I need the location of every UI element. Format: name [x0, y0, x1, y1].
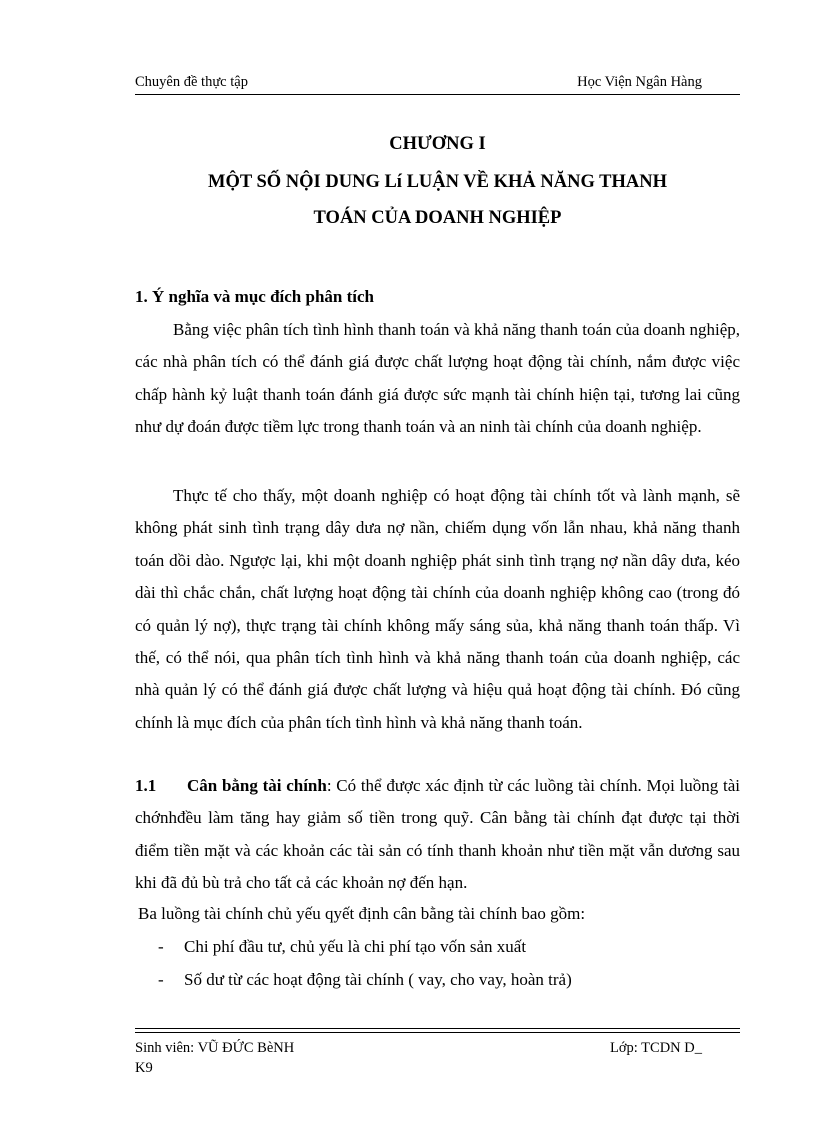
bullet-dash: -: [158, 970, 164, 989]
footer-rule-top: [135, 1028, 740, 1029]
chapter-title-line-1: MỘT SỐ NỘI DUNG Lí LUẬN VỀ KHẢ NĂNG THANH: [208, 172, 667, 192]
footer-student: Sinh viên: VŨ ĐỨC BèNH: [135, 1040, 295, 1056]
header-rule: [135, 94, 740, 95]
subsection-text: : Có thể được xác định từ các luồng tài chính. Mọi luồng tài chớnhđều làm tăng hay giảm số tiền trong quỹ. Cân bằng tài chính đạt được tại thời điểm tiền mặt và các khoản các tài sản có tính thanh khoản như tiền mặt vẫn dương sau khi đã đủ bù trả cho tất cả các khoản nợ đến hạn.: [135, 776, 740, 893]
paragraph-1: Bằng việc phân tích tình hình thanh toán và khả năng thanh toán của doanh nghiệp, các nhà phân tích có thể đánh giá được chất lượng hoạt động tài chính, nắm được việc chấp hành kỷ luật thanh toán đánh giá được sức mạnh tài chính hiện tại, tương lai cũng như dự đoán được tiềm lực trong thanh toán và an ninh tài chính của doanh nghiệp.: [135, 320, 740, 437]
subsection-number: 1.1: [135, 776, 157, 795]
subsection-term: Cân bằng tài chính: [187, 776, 327, 795]
chapter-title-line-2: TOÁN CỦA DOANH NGHIỆP: [313, 208, 562, 228]
footer-class: Lớp: TCDN D_: [610, 1040, 702, 1056]
paragraph-2: Thực tế cho thấy, một doanh nghiệp có hoạt động tài chính tốt và lành mạnh, sẽ không phát sinh tình trạng dây dưa nợ nần, chiếm dụng vốn lẫn nhau, khả năng thanh toán dồi dào. Ngược lại, khi một doanh nghiệp phát sinh tình trạng nợ nần dây dưa, kéo dài thì chắc chắn, chất lượng hoạt động tài chính của doanh nghiệp không cao (trong đó có quản lý nợ), thực trạng tài chính không mấy sáng sủa, khả năng thanh toán thấp. Vì thế, có thể nói, qua phân tích tình hình và khả năng thanh toán của doanh nghiệp, các nhà quản lý có thể đánh giá được chất lượng và hiệu quả hoạt động tài chính. Đó cũng chính là mục đích của phân tích tình hình và khả năng thanh toán.: [135, 486, 740, 732]
footer-class-wrap: K9: [135, 1060, 153, 1076]
flows-intro: Ba luồng tài chính chủ yếu qyết định cân bằng tài chính bao gồm:: [138, 904, 586, 923]
section-heading: 1. Ý nghĩa và mục đích phân tích: [135, 287, 374, 306]
bullet-text: Số dư từ các hoạt động tài chính ( vay, cho vay, hoàn trả): [184, 970, 572, 989]
page-header: [135, 74, 740, 94]
header-right-text: Học Viện Ngân Hàng: [577, 74, 702, 90]
bullet-item: [158, 937, 526, 957]
header-left-text: Chuyên đề thực tập: [135, 74, 248, 90]
chapter-number: CHƯƠNG I: [389, 134, 486, 154]
bullet-text: Chi phí đầu tư, chủ yếu là chi phí tạo vốn sản xuất: [184, 937, 527, 956]
subsection-1-1: [135, 770, 740, 900]
bullet-dash: -: [158, 937, 164, 956]
bullet-item: [158, 970, 572, 990]
footer-rule-bottom: [135, 1032, 740, 1033]
